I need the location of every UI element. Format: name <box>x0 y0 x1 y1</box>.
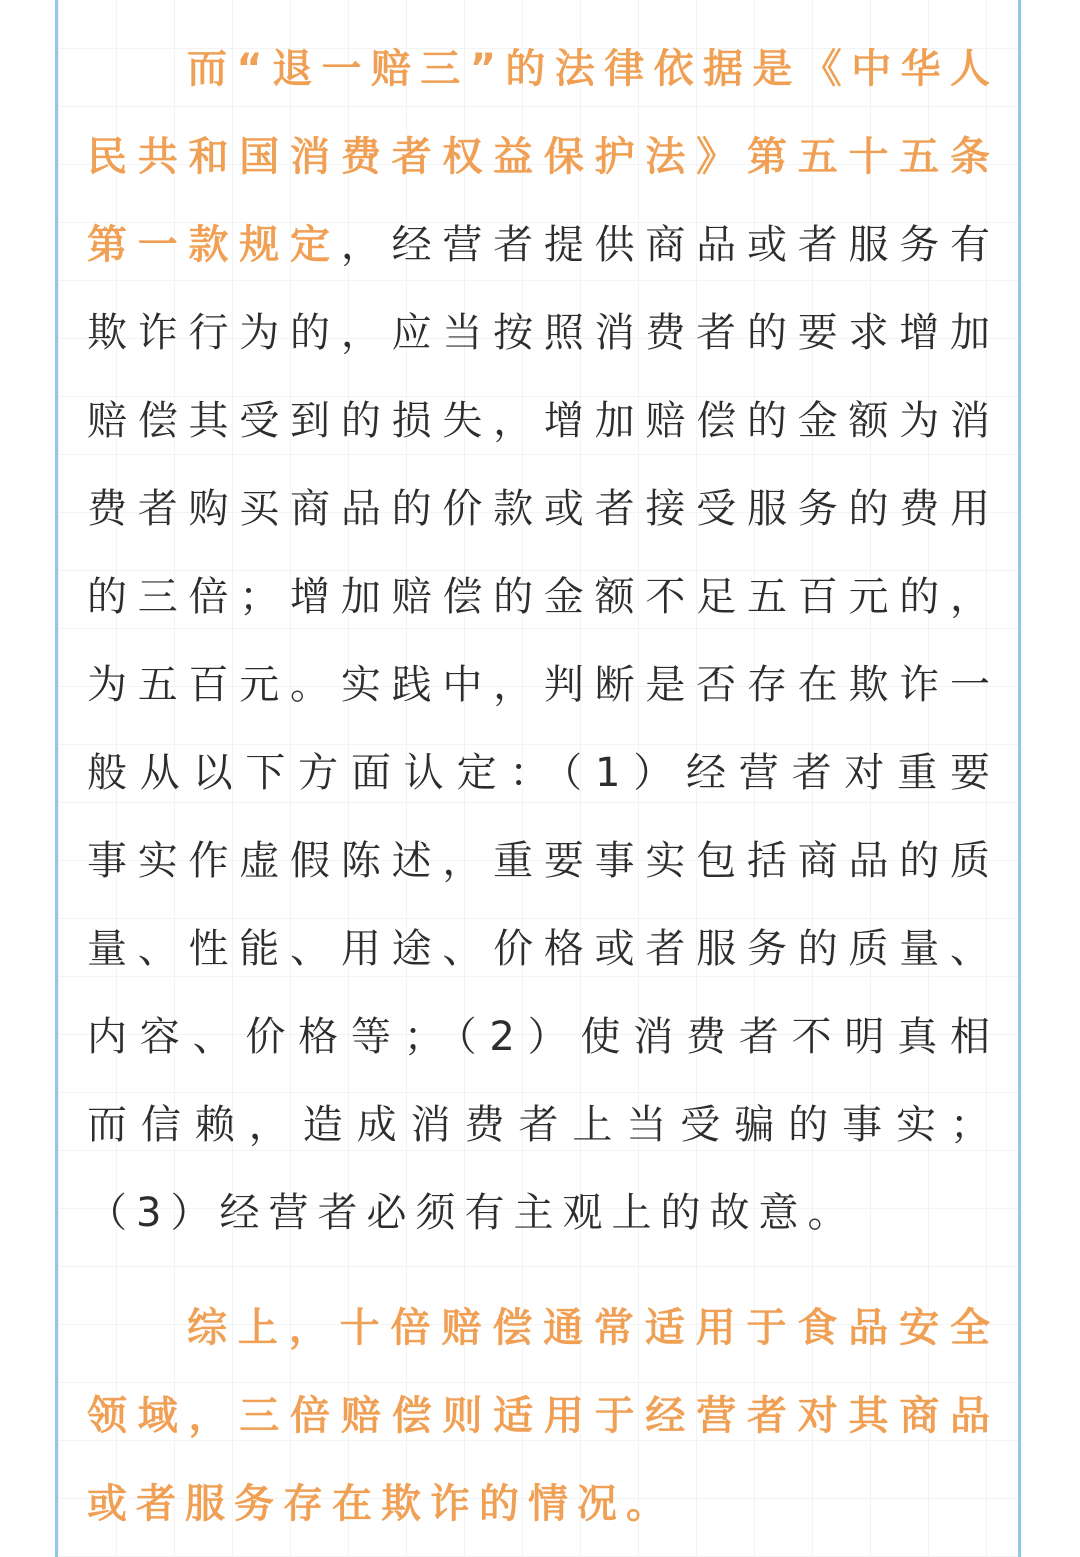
body-text: 内容、价格等；（2）使消费者不明真相 <box>87 1014 990 1060</box>
text-line <box>87 817 990 905</box>
body-text: 的三倍；增加赔偿的金额不足五百元的， <box>87 574 990 620</box>
body-text: 欺诈行为的，应当按照消费者的要求增加 <box>87 310 990 356</box>
body-text: 费者购买商品的价款或者接受服务的费用 <box>87 486 990 532</box>
text-line <box>87 377 990 465</box>
text-line <box>87 289 990 377</box>
body-text: 量、性能、用途、价格或者服务的质量、 <box>87 926 990 972</box>
body-text: （3）经营者必须有主观上的故意。 <box>87 1190 857 1236</box>
body-text: 事实作虚假陈述，重要事实包括商品的质 <box>87 838 990 884</box>
text-line <box>87 641 990 729</box>
highlight-text: 民共和国消费者权益保护法》第五十五条 <box>87 134 990 180</box>
text-line <box>87 25 990 113</box>
highlight-line: 综上，十倍赔偿通常适用于食品安全 <box>187 1305 990 1351</box>
text-line <box>87 113 990 201</box>
highlight-text: 而“退一赔三”的法律依据是《中华人 <box>187 46 990 92</box>
text-line <box>87 993 990 1081</box>
text-line <box>87 465 990 553</box>
text-line <box>87 201 990 289</box>
body-text: 而信赖，造成消费者上当受骗的事实； <box>87 1102 990 1148</box>
body-text: 般从以下方面认定：（1）经营者对重要 <box>87 750 990 796</box>
body-text: 赔偿其受到的损失，增加赔偿的金额为消 <box>87 398 990 444</box>
legal-basis-paragraph <box>87 25 990 1257</box>
highlight-line: 或者服务存在欺诈的情况。 <box>87 1481 675 1527</box>
text-line <box>87 553 990 641</box>
highlight-text: 第一款规定 <box>87 222 341 268</box>
text-line <box>87 905 990 993</box>
text-line <box>87 1081 990 1169</box>
text-line <box>87 729 990 817</box>
body-text: 为五百元。实践中，判断是否存在欺诈一 <box>87 662 990 708</box>
summary-paragraph <box>87 1284 990 1548</box>
body-text: ，经营者提供商品或者服务有 <box>340 222 991 268</box>
highlight-line: 领域，三倍赔偿则适用于经营者对其商品 <box>87 1393 990 1439</box>
text-line <box>87 1169 990 1257</box>
